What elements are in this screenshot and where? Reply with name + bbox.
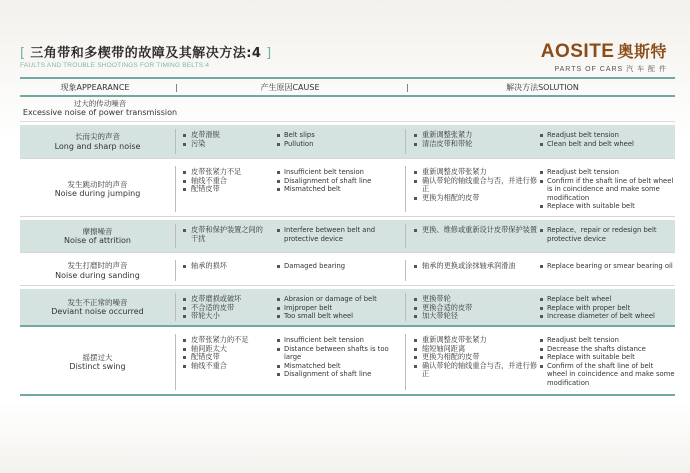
appearance-en: Distinct swing — [69, 362, 126, 371]
solution-item: 更换带轮 — [413, 295, 538, 304]
cause-item: 配错皮带 — [182, 353, 270, 362]
column-divider — [405, 260, 406, 281]
cause-item: Disalignment of shaft line — [277, 370, 402, 379]
solution-item: 确认带轮的轴线重合与否，并进行修正 — [413, 362, 538, 379]
cause-item: 皮带磨损或破坏 — [182, 295, 270, 304]
cause-en-list — [277, 295, 402, 321]
brand-logo — [541, 42, 667, 74]
cause-cn-list — [182, 336, 270, 370]
solution-item: 重新调整张紧力 — [413, 131, 538, 140]
cause-item: Mismatched belt — [277, 185, 402, 194]
cause-item: 不合适的皮带 — [182, 304, 270, 313]
title-text: 三角带和多楔带的故障及其解决方法:4 — [30, 46, 262, 61]
appearance-cn: 发生不正常的噪音 — [67, 297, 128, 307]
table-row — [20, 162, 675, 217]
cause-en-list — [277, 168, 402, 194]
logo-brand-cn: 奥斯特 — [617, 44, 667, 61]
column-header-cause: 产生原因CAUSE — [260, 82, 320, 92]
table-row — [20, 256, 675, 286]
cause-item: 皮带滑脱 — [182, 131, 270, 140]
column-divider — [405, 224, 406, 248]
cause-item: 轴线不重合 — [182, 362, 270, 371]
cause-item: Disalignment of shaft line — [277, 177, 402, 186]
appearance-cn: 摩擦噪音 — [82, 226, 113, 236]
cause-item: 轴承的损坏 — [182, 262, 270, 271]
logo-wordmark — [541, 42, 667, 63]
column-divider — [405, 129, 406, 154]
cause-en-list — [277, 262, 402, 271]
solution-en-list — [540, 131, 675, 148]
table-body — [20, 125, 675, 396]
cause-en-list — [277, 226, 402, 243]
solution-item: 确认带轮的轴线重合与否，并进行修正 — [413, 177, 538, 194]
solution-item: Readjust belt tension — [540, 168, 675, 177]
appearance-cell — [20, 289, 175, 325]
column-divider — [175, 260, 176, 281]
page-subtitle: FAULTS AND TROUBLE SHOOTINGS FOR TIMING BELTS:4 — [20, 62, 210, 69]
column-divider — [175, 166, 176, 212]
cause-item: Mismatched belt — [277, 362, 402, 371]
appearance-en: Noise during jumping — [54, 189, 141, 198]
logo-brand: AOSITE — [540, 41, 615, 62]
solution-item: 加大带轮径 — [413, 312, 538, 321]
column-divider — [175, 129, 176, 154]
solution-cn-list — [413, 168, 538, 202]
solution-item: 清洁皮带和带轮 — [413, 140, 538, 149]
appearance-en: Long and sharp noise — [54, 141, 141, 151]
solution-item: Clean belt and belt wheel — [540, 140, 675, 149]
solution-cn-list — [413, 262, 538, 271]
cause-item: Insufficient belt tension — [277, 168, 402, 177]
column-divider — [405, 334, 406, 390]
solution-en-list — [540, 262, 675, 271]
solution-item: Replace with suitable belt — [540, 202, 675, 211]
table-row — [20, 125, 675, 159]
appearance-cn: 长而尖的声音 — [75, 132, 120, 141]
cause-cn-list — [182, 262, 270, 271]
appearance-en: Noise during sanding — [55, 270, 140, 280]
cause-item: 皮带张紧力不足 — [182, 168, 270, 177]
cause-item: Insufficient belt tension — [277, 336, 402, 345]
appearance-cn: 发生跳动时的声音 — [67, 179, 128, 189]
cause-item: 带轮大小 — [182, 312, 270, 321]
table-row — [20, 330, 675, 396]
solution-item: Replace、repair or redesign belt protective device — [540, 226, 675, 243]
solution-item: Replace with proper belt — [540, 304, 675, 313]
cause-cn-list — [182, 226, 270, 243]
cause-item: 皮带张紧力的不足 — [182, 336, 270, 345]
cause-item: 皮带和保护装置之间的干扰 — [182, 226, 270, 243]
solution-cn-list — [413, 226, 538, 235]
solution-item: 缩短轴间距离 — [413, 345, 538, 354]
appearance-cn: 摇摆过大 — [82, 352, 113, 362]
solution-item: 更换合适的皮带 — [413, 304, 538, 313]
solution-item: 重新调整皮带张紧力 — [413, 168, 538, 177]
solution-cn-list — [413, 336, 538, 379]
cause-cn-list — [182, 295, 270, 321]
solution-item: Replace bearing or smear bearing oil — [540, 262, 675, 271]
column-divider — [405, 166, 406, 212]
cause-item: Imjproper belt — [277, 304, 402, 313]
column-divider — [175, 224, 176, 248]
solution-cn-list — [413, 131, 538, 148]
cause-cn-list — [182, 168, 270, 194]
solution-item: 轴承的更换或涂抹轴承润滑油 — [413, 262, 538, 271]
solution-en-list — [540, 168, 675, 211]
column-divider — [175, 293, 176, 321]
solution-cn-list — [413, 295, 538, 321]
table-header — [20, 79, 675, 97]
cause-cn-list — [182, 131, 270, 148]
table-row — [20, 220, 675, 253]
cause-item: Abrasion or damage of belt — [277, 295, 402, 304]
cause-item: 污染 — [182, 140, 270, 149]
solution-item: 更换为相配的皮带 — [413, 353, 538, 362]
logo-tagline: PARTS OF CARS 汽 车 配 件 — [554, 66, 667, 73]
appearance-cn: 发生打磨时的声音 — [67, 261, 128, 270]
appearance-cell — [20, 125, 175, 158]
appearance-cell — [20, 220, 175, 252]
solution-en-list — [540, 336, 675, 388]
solution-item: Decrease the shafts distance — [540, 345, 675, 354]
cause-en-list — [277, 336, 402, 379]
cause-item: Belt slips — [277, 131, 402, 140]
solution-item: Replace with suitable belt — [540, 353, 675, 362]
cause-item: Interfere between belt and protective device — [277, 226, 402, 243]
appearance-cell — [20, 162, 175, 216]
cause-item: 轴间距太大 — [182, 345, 270, 354]
solution-item: Replace belt wheel — [540, 295, 675, 304]
cause-item: Damaged bearing — [277, 262, 402, 271]
page-title — [20, 42, 272, 61]
table-row — [20, 289, 675, 327]
cause-item: Pullution — [277, 140, 402, 149]
column-divider — [175, 334, 176, 390]
bracket-open: [ — [20, 46, 31, 61]
page-header — [20, 42, 675, 76]
cause-item: 配错皮带 — [182, 185, 270, 194]
section-divider — [20, 121, 675, 122]
column-header-solution: 解决方法SOLUTION — [506, 82, 579, 92]
solution-item: 更换、维修或重新设计皮带保护装置 — [413, 226, 538, 235]
solution-item: 重新调整皮带张紧力 — [413, 336, 538, 345]
appearance-cell — [20, 256, 175, 285]
column-divider — [405, 293, 406, 321]
appearance-cell — [20, 330, 175, 394]
section-heading-en: Excessive noise of power transmission — [22, 108, 178, 117]
section-heading-cn: 过大的传动噪音 — [73, 99, 127, 108]
appearance-en: Deviant noise occurred — [51, 307, 144, 316]
solution-item: Readjust belt tension — [540, 336, 675, 345]
solution-item: Increase diameter of belt wheel — [540, 312, 675, 321]
column-header-appearance: 现象APPEARANCE — [60, 82, 130, 92]
solution-en-list — [540, 226, 675, 243]
solution-item: 更换为相配的皮带 — [413, 194, 538, 203]
bracket-close: ] — [261, 46, 272, 61]
cause-en-list — [277, 131, 402, 148]
cause-item: Too small belt wheel — [277, 312, 402, 321]
solution-item: Readjust belt tension — [540, 131, 675, 140]
solution-item: Confirm of the shaft line of belt wheel in coincidence and make some modification — [540, 362, 675, 388]
solution-item: Confirm if the shaft line of belt wheel is in coincidence and make some modification — [540, 177, 675, 203]
fault-table — [20, 79, 675, 396]
appearance-en: Noise of attrition — [64, 236, 131, 245]
cause-item: 轴线不重合 — [182, 177, 270, 186]
column-separator: | — [406, 82, 409, 92]
solution-en-list — [540, 295, 675, 321]
section-heading — [20, 97, 180, 121]
column-separator: | — [175, 82, 178, 92]
cause-item: Distance between shafts is too large — [277, 345, 402, 362]
